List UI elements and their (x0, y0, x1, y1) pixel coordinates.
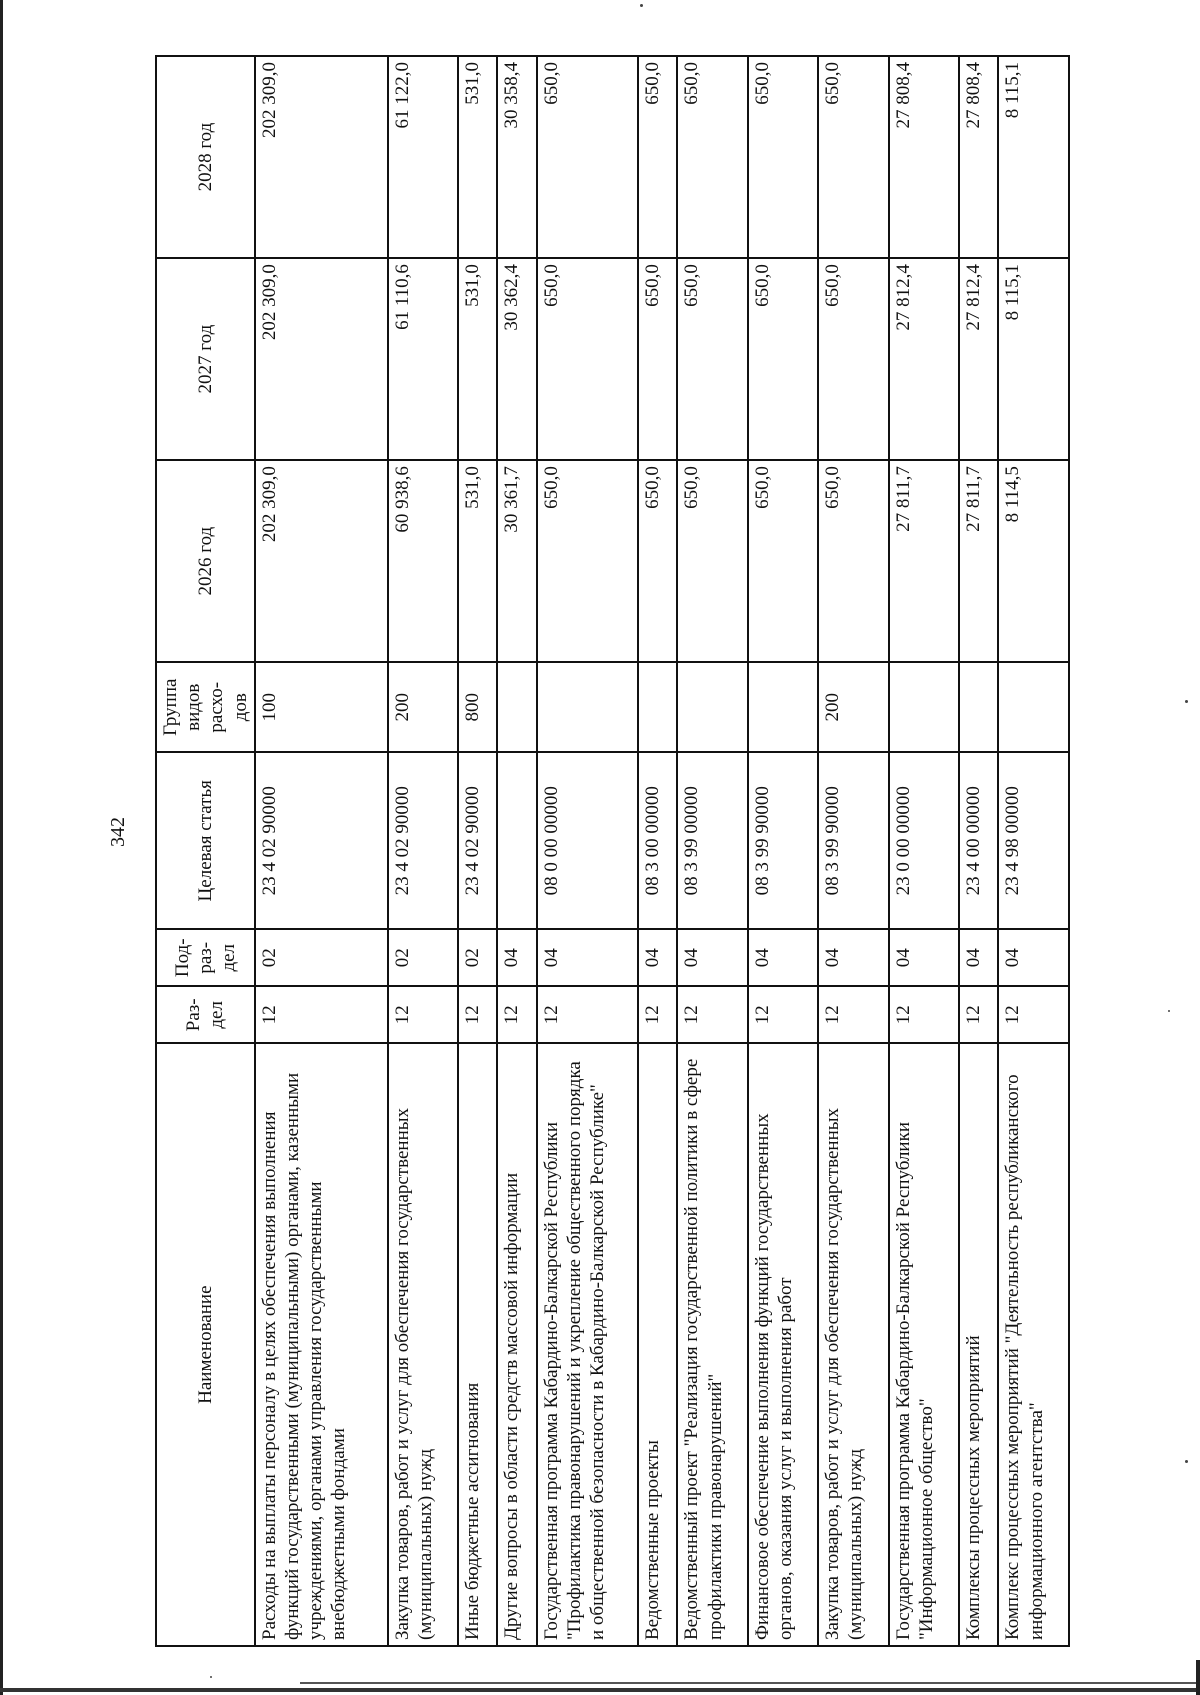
cell-2027: 61 110,6 (388, 258, 458, 460)
cell-gruppa: 200 (818, 662, 888, 752)
cell-name: Комплекс процессных мероприятий "Деятельность республиканского информационного агентства" (998, 1043, 1069, 1646)
cell-tselevaya-statya: 08 0 00 00000 (537, 752, 639, 929)
cell-2027: 650,0 (638, 258, 677, 460)
cell-name: Ведомственные проекты (638, 1043, 677, 1646)
cell-podrazdel: 04 (537, 929, 639, 986)
scan-edge-left (0, 0, 3, 1695)
cell-2028: 650,0 (818, 56, 888, 258)
cell-2026: 650,0 (638, 460, 677, 662)
cell-razdel: 12 (255, 986, 388, 1043)
table-row (748, 56, 818, 1646)
cell-gruppa: 800 (458, 662, 497, 752)
cell-gruppa: 100 (255, 662, 388, 752)
cell-2026: 60 938,6 (388, 460, 458, 662)
table-row (998, 56, 1069, 1646)
header-2027: 2027 год (156, 258, 255, 460)
cell-razdel: 12 (458, 986, 497, 1043)
cell-podrazdel: 04 (889, 929, 959, 986)
cell-2027: 650,0 (818, 258, 888, 460)
scan-edge-right (1196, 1660, 1200, 1695)
table-row (677, 56, 747, 1646)
cell-podrazdel: 04 (638, 929, 677, 986)
cell-tselevaya-statya: 08 3 00 00000 (638, 752, 677, 929)
cell-2027: 202 309,0 (255, 258, 388, 460)
cell-2027: 27 812,4 (959, 258, 998, 460)
cell-2028: 650,0 (677, 56, 747, 258)
scan-speck (640, 4, 643, 7)
table-row (818, 56, 888, 1646)
cell-podrazdel: 04 (818, 929, 888, 986)
table-row (638, 56, 677, 1646)
cell-2026: 30 361,7 (497, 460, 536, 662)
table-row (497, 56, 536, 1646)
cell-name: Комплексы процессных мероприятий (959, 1043, 998, 1646)
cell-2028: 650,0 (537, 56, 639, 258)
header-razdel: Раз-дел (156, 986, 255, 1043)
cell-2028: 650,0 (748, 56, 818, 258)
cell-2027: 8 115,1 (998, 258, 1069, 460)
cell-podrazdel: 02 (388, 929, 458, 986)
cell-name: Иные бюджетные ассигнования (458, 1043, 497, 1646)
cell-tselevaya-statya: 08 3 99 00000 (677, 752, 747, 929)
scan-speck (1168, 1010, 1170, 1012)
cell-2026: 650,0 (748, 460, 818, 662)
page-number: 342 (107, 817, 129, 847)
cell-2028: 61 122,0 (388, 56, 458, 258)
cell-gruppa (497, 662, 536, 752)
cell-tselevaya-statya: 23 4 02 90000 (255, 752, 388, 929)
cell-razdel: 12 (959, 986, 998, 1043)
cell-name: Ведомственный проект "Реализация государственной политики в сфере профилактики правонарушений" (677, 1043, 747, 1646)
cell-gruppa (537, 662, 639, 752)
cell-razdel: 12 (537, 986, 639, 1043)
cell-2028: 202 309,0 (255, 56, 388, 258)
table-row (255, 56, 388, 1646)
cell-gruppa (638, 662, 677, 752)
cell-tselevaya-statya (497, 752, 536, 929)
cell-2027: 30 362,4 (497, 258, 536, 460)
cell-tselevaya-statya: 23 4 98 00000 (998, 752, 1069, 929)
cell-podrazdel: 02 (255, 929, 388, 986)
scan-speck (1185, 700, 1188, 703)
cell-gruppa (998, 662, 1069, 752)
cell-tselevaya-statya: 23 4 02 90000 (458, 752, 497, 929)
cell-gruppa (959, 662, 998, 752)
cell-razdel: 12 (677, 986, 747, 1043)
cell-gruppa: 200 (388, 662, 458, 752)
cell-2028: 27 808,4 (959, 56, 998, 258)
cell-2028: 8 115,1 (998, 56, 1069, 258)
cell-2027: 27 812,4 (889, 258, 959, 460)
table-row (458, 56, 497, 1646)
cell-2027: 531,0 (458, 258, 497, 460)
cell-gruppa (889, 662, 959, 752)
cell-podrazdel: 04 (959, 929, 998, 986)
cell-2026: 202 309,0 (255, 460, 388, 662)
budget-table (155, 55, 1070, 1647)
cell-razdel: 12 (388, 986, 458, 1043)
cell-podrazdel: 02 (458, 929, 497, 986)
cell-2028: 531,0 (458, 56, 497, 258)
cell-name: Государственная программа Кабардино-Балкарской Республики "Профилактика правонарушений и укрепление общественного порядка и общественной безопасности в Кабардино-Балкарской Республике" (537, 1043, 639, 1646)
cell-podrazdel: 04 (998, 929, 1069, 986)
cell-tselevaya-statya: 08 3 99 90000 (818, 752, 888, 929)
header-2028: 2028 год (156, 56, 255, 258)
cell-tselevaya-statya: 23 4 02 90000 (388, 752, 458, 929)
scan-speck (1185, 1460, 1188, 1463)
cell-gruppa (677, 662, 747, 752)
scan-speck (210, 1676, 212, 1678)
table-row (388, 56, 458, 1646)
cell-2026: 531,0 (458, 460, 497, 662)
cell-name: Финансовое обеспечение выполнения функций государственных органов, оказания услуг и выполнения работ (748, 1043, 818, 1646)
header-name: Наименование (156, 1043, 255, 1646)
cell-razdel: 12 (748, 986, 818, 1043)
cell-2028: 30 358,4 (497, 56, 536, 258)
cell-2026: 8 114,5 (998, 460, 1069, 662)
cell-tselevaya-statya: 23 4 00 00000 (959, 752, 998, 929)
cell-razdel: 12 (889, 986, 959, 1043)
cell-2027: 650,0 (748, 258, 818, 460)
cell-2027: 650,0 (537, 258, 639, 460)
cell-razdel: 12 (998, 986, 1069, 1043)
cell-name: Закупка товаров, работ и услуг для обеспечения государственных (муниципальных) нужд (818, 1043, 888, 1646)
cell-name: Расходы на выплаты персоналу в целях обеспечения выполнения функций государственными (муниципальными) органами, казенными учреждениями, органами управления государственными внебюджетными фондами (255, 1043, 388, 1646)
cell-tselevaya-statya: 08 3 99 90000 (748, 752, 818, 929)
cell-podrazdel: 04 (677, 929, 747, 986)
table-row (537, 56, 639, 1646)
cell-2026: 27 811,7 (959, 460, 998, 662)
cell-name: Государственная программа Кабардино-Балкарской Республики "Информационное общество" (889, 1043, 959, 1646)
cell-2028: 650,0 (638, 56, 677, 258)
cell-2028: 27 808,4 (889, 56, 959, 258)
cell-tselevaya-statya: 23 0 00 00000 (889, 752, 959, 929)
cell-razdel: 12 (497, 986, 536, 1043)
cell-gruppa (748, 662, 818, 752)
cell-2026: 650,0 (537, 460, 639, 662)
cell-2026: 650,0 (677, 460, 747, 662)
cell-2026: 27 811,7 (889, 460, 959, 662)
cell-name: Закупка товаров, работ и услуг для обеспечения государственных (муниципальных) нужд (388, 1043, 458, 1646)
cell-podrazdel: 04 (748, 929, 818, 986)
cell-2027: 650,0 (677, 258, 747, 460)
table-row (889, 56, 959, 1646)
table-header-row (156, 56, 255, 1646)
header-podrazdel: Под-раз-дел (156, 929, 255, 986)
cell-2026: 650,0 (818, 460, 888, 662)
cell-razdel: 12 (818, 986, 888, 1043)
cell-razdel: 12 (638, 986, 677, 1043)
header-tselevaya-statya: Целевая статья (156, 752, 255, 929)
table-row (959, 56, 998, 1646)
cell-podrazdel: 04 (497, 929, 536, 986)
header-gruppa-vidov-raskhodov: Группа видов расхо-дов (156, 662, 255, 752)
rotated-table-container (155, 55, 1070, 1647)
header-2026: 2026 год (156, 460, 255, 662)
cell-name: Другие вопросы в области средств массовой информации (497, 1043, 536, 1646)
scan-edge-bottom (0, 1688, 1200, 1692)
scan-edge-bottom-inner (300, 1682, 1200, 1684)
